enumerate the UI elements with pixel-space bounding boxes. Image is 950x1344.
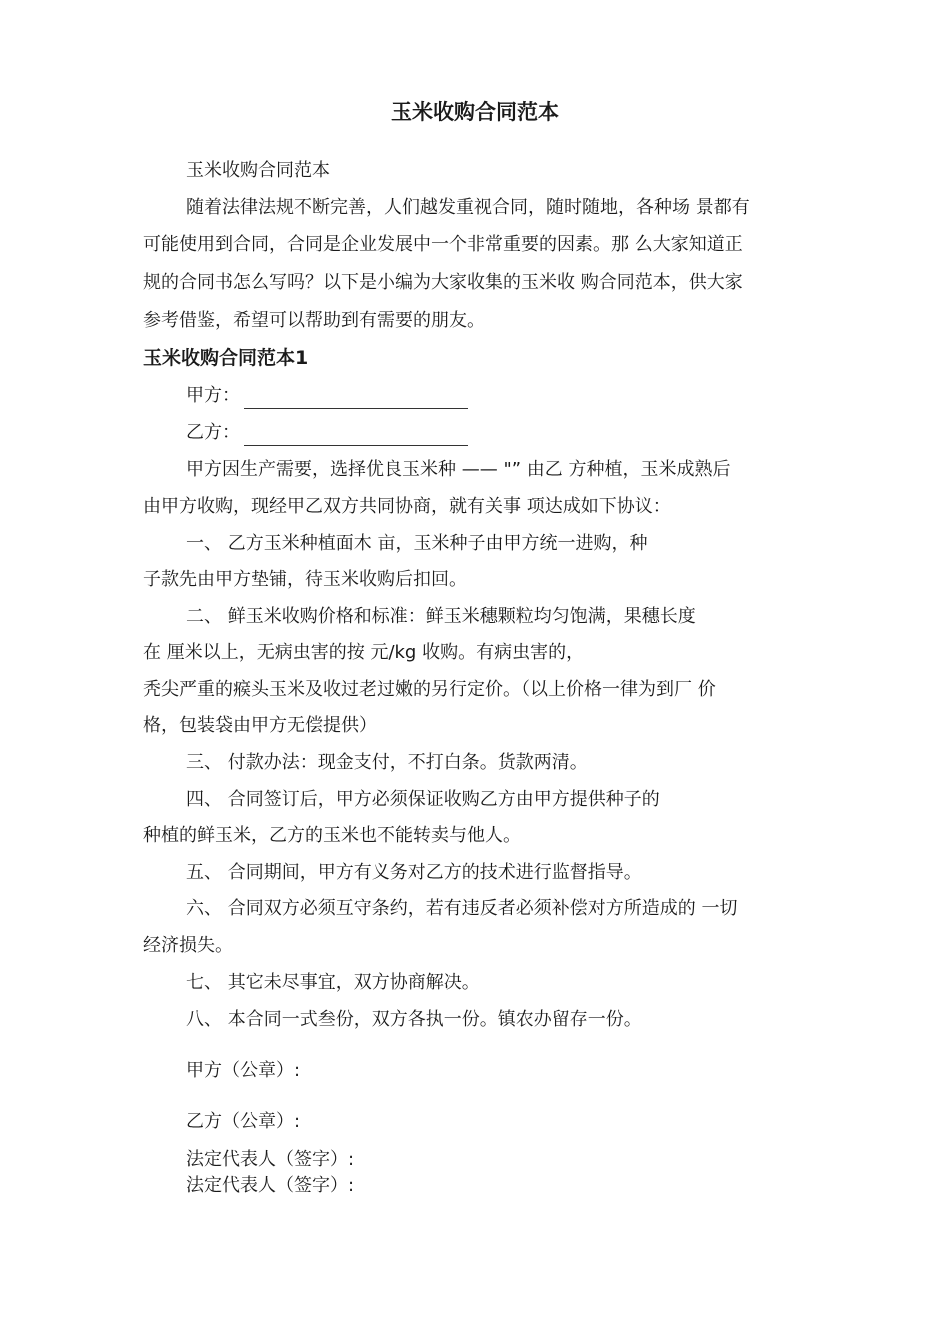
clause-line: 六、 合同双方必须互守条约，若有违反者必须补偿对方所造成的 一切	[186, 898, 738, 919]
section-heading: 玉米收购合同范本1	[143, 347, 309, 369]
clause-line: 经济损失。	[143, 935, 233, 956]
clause-line: 二、 鲜玉米收购价格和标准：鲜玉米穗颗粒均匀饱满，果穗长度	[186, 606, 696, 627]
clause-line: 秃尖严重的瘊头玉米及收过老过嫩的另行定价。（以上价格一律为到厂 价	[143, 679, 716, 700]
clause-line: 五、 合同期间，甲方有义务对乙方的技术进行监督指导。	[186, 862, 642, 883]
preamble-line: 甲方因生产需要，选择优良玉米种 —— "” 由乙 方种植，玉米成熟后	[186, 459, 731, 480]
party-a-blank	[244, 390, 468, 409]
clause-line: 三、 付款办法：现金支付，不打白条。货款两清。	[186, 752, 588, 773]
preamble-line: 由甲方收购，现经甲乙双方共同协商，就有关事 项达成如下协议：	[143, 496, 671, 517]
clause-line: 子款先由甲方垫铺，待玉米收购后扣回。	[143, 569, 467, 590]
party-b-label: 乙方：	[186, 422, 240, 443]
clause-line: 在 厘米以上，无病虫害的按 元/kg 收购。有病虫害的，	[143, 642, 585, 663]
party-a-label: 甲方：	[186, 385, 240, 406]
intro-line: 可能使用到合同，合同是企业发展中一个非常重要的因素。那 么大家知道正	[143, 234, 743, 255]
party-b-blank	[244, 427, 468, 446]
rep-a-signature: 法定代表人（签字）:	[186, 1149, 355, 1170]
intro-line: 参考借鉴，希望可以帮助到有需要的朋友。	[143, 310, 485, 331]
intro-subtitle: 玉米收购合同范本	[186, 160, 330, 181]
party-a-line	[186, 383, 833, 409]
document-title: 玉米收购合同范本	[391, 100, 559, 124]
clause-line: 七、 其它未尽事宜，双方协商解决。	[186, 972, 480, 993]
intro-line: 随着法律法规不断完善，人们越发重视合同，随时随地，各种场 景都有	[186, 197, 750, 218]
party-b-seal: 乙方（公章）:	[186, 1111, 301, 1132]
party-a-seal: 甲方（公章）:	[186, 1060, 301, 1081]
rep-b-signature: 法定代表人（签字）:	[186, 1175, 355, 1196]
intro-line: 规的合同书怎么写吗？以下是小编为大家收集的玉米收 购合同范本，供大家	[143, 272, 743, 293]
clause-line: 八、 本合同一式叁份，双方各执一份。镇农办留存一份。	[186, 1009, 642, 1030]
party-b-line	[186, 420, 833, 446]
clause-line: 四、 合同签订后，甲方必须保证收购乙方由甲方提供种子的	[186, 789, 660, 810]
clause-line: 一、 乙方玉米种植面木 亩，玉米种子由甲方统一进购，种	[186, 533, 648, 554]
clause-line: 种植的鲜玉米，乙方的玉米也不能转卖与他人。	[143, 825, 521, 846]
clause-line: 格，包装袋由甲方无偿提供）	[143, 715, 377, 736]
